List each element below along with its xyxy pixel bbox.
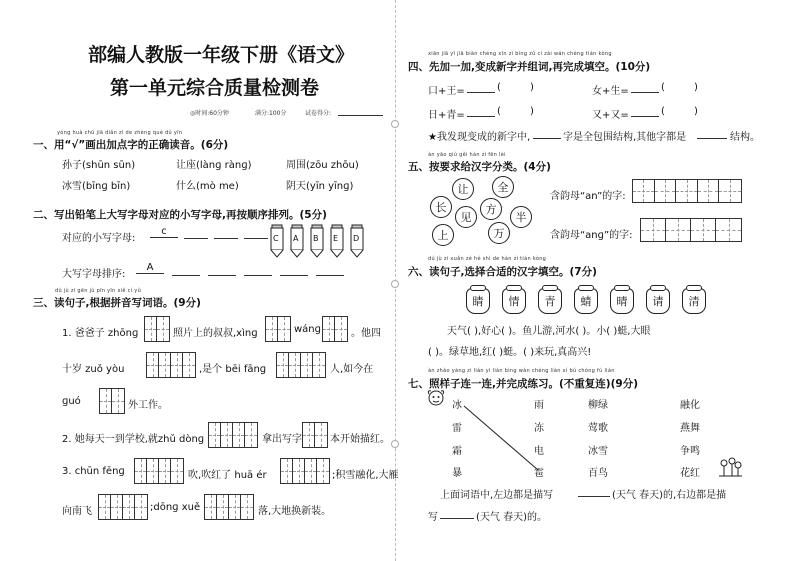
pencil-letter: E bbox=[333, 234, 339, 243]
score-blank[interactable] bbox=[338, 115, 383, 116]
q1-item[interactable]: 阴天(yīn yīnɡ) bbox=[286, 181, 354, 192]
q4-eq: 女+生= bbox=[592, 86, 629, 97]
char-jar: 蜻 bbox=[574, 288, 598, 314]
tianzige-box[interactable] bbox=[204, 494, 254, 520]
answer-blank[interactable] bbox=[440, 518, 474, 519]
char-jar: 晴 bbox=[610, 288, 634, 314]
q3-text: 外工作。 bbox=[128, 400, 168, 411]
q3-text: 向南飞 bbox=[62, 506, 92, 517]
tianzige-box[interactable] bbox=[208, 422, 258, 448]
q2-upper-first: A bbox=[136, 262, 164, 274]
pencil-letter: C bbox=[273, 234, 279, 243]
tianzige-box[interactable] bbox=[280, 458, 330, 484]
score-label: 试卷得分: bbox=[305, 110, 332, 117]
q4-paren: ( bbox=[661, 106, 665, 117]
q3-text: 十岁 zuǒ yòu bbox=[62, 364, 125, 375]
q3-pinyin: dú jù zi gēn jù pīn yīn xiě cí yǔ bbox=[55, 288, 142, 294]
exam-time: ◎时间:60分钟 bbox=[190, 110, 229, 117]
pencil-icon bbox=[270, 224, 284, 258]
q4-paren: ) bbox=[530, 82, 534, 93]
q1-item[interactable]: 让座(lànɡ rànɡ) bbox=[176, 160, 252, 171]
tianzige-box[interactable] bbox=[640, 218, 742, 242]
char-bubble: 让 bbox=[452, 178, 474, 200]
q4-paren: ) bbox=[530, 106, 534, 117]
char-bubble: 上 bbox=[432, 224, 454, 246]
q4-paren: ) bbox=[694, 82, 698, 93]
tianzige-box[interactable] bbox=[146, 352, 196, 378]
tianzige-box[interactable] bbox=[632, 179, 742, 203]
q7-col3-item[interactable]: 冰雪 bbox=[588, 446, 608, 457]
answer-blank[interactable] bbox=[244, 238, 268, 239]
answer-blank[interactable] bbox=[244, 275, 272, 276]
answer-blank[interactable] bbox=[578, 496, 610, 497]
q7-fill: 上面词语中,左边都是描写 bbox=[440, 490, 554, 501]
q7-col2-item[interactable]: 冻 bbox=[534, 423, 544, 434]
q4-eq: 口+王= bbox=[428, 86, 465, 97]
q5-pinyin: àn yāo qiú gěi hàn zì fēn lèi bbox=[428, 152, 506, 158]
q2-lower-first: c bbox=[150, 226, 178, 238]
q6-title: 六、读句子,选择合适的汉字填空。(7分) bbox=[408, 266, 597, 278]
q3-title: 三、读句子,根据拼音写词语。(9分) bbox=[33, 297, 201, 309]
q7-col1-item[interactable]: 暴 bbox=[452, 468, 462, 479]
binding-hole bbox=[391, 440, 399, 448]
answer-blank[interactable] bbox=[467, 92, 495, 93]
q7-col3-item[interactable]: 莺歌 bbox=[588, 423, 608, 434]
char-bubble: 长 bbox=[430, 196, 452, 218]
q3-text: 拿出写字 bbox=[262, 434, 302, 445]
q5-label-an: 含韵母“an”的字: bbox=[550, 191, 626, 202]
pencil-letter: D bbox=[353, 234, 360, 243]
char-jar: 清 bbox=[682, 288, 706, 314]
q6-pinyin: dú jù zi xuǎn zé hé shì de hàn zì tián kònɡ bbox=[428, 256, 547, 262]
q7-col1-item[interactable]: 雷 bbox=[452, 423, 462, 434]
char-bubble: 万 bbox=[488, 222, 510, 244]
q3-text: 照片上的叔叔,xìnɡ bbox=[173, 328, 258, 339]
q4-note: 结构。 bbox=[730, 132, 760, 143]
char-bubble: 方 bbox=[480, 198, 502, 220]
q1-item[interactable]: 孙子(shūn sūn) bbox=[62, 160, 136, 171]
q1-title: 一、用“√”画出加点字的正确读音。(6分) bbox=[33, 139, 229, 151]
exam-full-score: 满分:100分 bbox=[255, 110, 287, 117]
answer-blank[interactable] bbox=[214, 238, 238, 239]
q5-label-ang: 含韵母“anɡ”的字: bbox=[550, 230, 633, 241]
q3-text: 人,如今在 bbox=[330, 364, 374, 375]
q1-item[interactable]: 冰雪(bīnɡ bīn) bbox=[62, 181, 131, 192]
pencil-icon bbox=[310, 224, 324, 258]
q4-paren: ) bbox=[694, 106, 698, 117]
tianzige-box[interactable] bbox=[276, 352, 326, 378]
char-jar: 青 bbox=[538, 288, 562, 314]
q6-sentence: 天气( ),好心( )。鱼儿游,河水( )。小( )蜓,大眼 bbox=[447, 326, 651, 337]
q4-note: 字是全包围结构,其他字都是 bbox=[563, 132, 687, 143]
answer-blank[interactable] bbox=[697, 138, 727, 139]
girl-illustration-icon bbox=[424, 388, 450, 412]
q3-text: ;dōnɡ xuě bbox=[150, 502, 201, 513]
char-bubble: 见 bbox=[455, 206, 477, 228]
q7-pinyin: àn zhào yànɡ zi lián yi lián bìnɡ wán chénɡ liàn xí bú chónɡ fù lián bbox=[428, 368, 615, 374]
char-bubble: 全 bbox=[492, 176, 514, 198]
answer-blank[interactable] bbox=[533, 138, 561, 139]
q7-col4-item[interactable]: 争鸣 bbox=[680, 446, 700, 457]
q4-paren: ( bbox=[497, 106, 501, 117]
q3-text: ɡuó bbox=[62, 396, 81, 407]
q3-text: 2. 她每天一到学校,就zhǔ dònɡ bbox=[62, 434, 205, 445]
q7-col4-item[interactable]: 花红 bbox=[680, 468, 700, 479]
q7-title: 七、照样子连一连,并完成练习。(不重复连)(9分) bbox=[408, 378, 638, 390]
binding-hole bbox=[391, 280, 399, 288]
binding-hole bbox=[391, 120, 399, 128]
q3-text: wánɡ bbox=[294, 324, 321, 335]
q7-col3-item[interactable]: 柳绿 bbox=[588, 400, 608, 411]
q7-col1-item[interactable]: 霜 bbox=[452, 446, 462, 457]
q7-col2-item[interactable]: 雨 bbox=[534, 400, 544, 411]
answer-blank[interactable] bbox=[631, 116, 659, 117]
tianzige-box[interactable] bbox=[99, 388, 125, 414]
q7-col3-item[interactable]: 百鸟 bbox=[588, 468, 608, 479]
q2-upper-label: 大写字母排序: bbox=[62, 269, 126, 280]
q3-text: 落,大地换新装。 bbox=[258, 506, 332, 517]
pencil-icon bbox=[290, 224, 304, 258]
q7-col2-item[interactable]: 雹 bbox=[534, 468, 544, 479]
tianzige-box[interactable] bbox=[98, 494, 148, 520]
q4-title: 四、先加一加,变成新字并组词,再完成填空。(10分) bbox=[408, 61, 651, 73]
q6-sentence: ( )。绿草地,红( )蜓。( )来玩,真高兴! bbox=[428, 347, 592, 358]
q3-text: 1. 爸爸子 zhōnɡ bbox=[62, 328, 139, 339]
q1-item[interactable]: 什么(mò me) bbox=[176, 181, 239, 192]
char-jar: 请 bbox=[646, 288, 670, 314]
answer-blank[interactable] bbox=[631, 92, 659, 93]
char-jar: 睛 bbox=[466, 288, 490, 314]
tianzige-box[interactable] bbox=[144, 316, 170, 342]
q7-col1-item[interactable]: 冰 bbox=[452, 400, 462, 411]
answer-blank[interactable] bbox=[172, 275, 200, 276]
q3-text: 吹,吹红了 huā ér bbox=[188, 470, 267, 481]
q3-text: 本开始描红。 bbox=[330, 434, 390, 445]
pencil-letter: B bbox=[313, 234, 319, 243]
answer-blank[interactable] bbox=[316, 275, 344, 276]
q7-fill: 写 bbox=[428, 512, 438, 523]
tianzige-box[interactable] bbox=[302, 422, 328, 448]
pencil-icon bbox=[330, 224, 344, 258]
q1-pinyin: yòng huà chū jiā diǎn zì de zhèng què dú yīn bbox=[57, 130, 183, 136]
q4-pinyin: xiān jiā yī jiā biàn chénɡ xīn zì bìnɡ zǔ cí zài wán chénɡ tián kònɡ bbox=[428, 51, 612, 57]
q5-title: 五、按要求给汉字分类。(4分) bbox=[408, 161, 551, 173]
q7-col4-item[interactable]: 燕舞 bbox=[680, 423, 700, 434]
q7-fill: (天气 春天)的。 bbox=[476, 512, 547, 523]
q4-note: ★我发现变成的新字中, bbox=[428, 132, 531, 143]
pencil-letter: A bbox=[293, 234, 299, 243]
answer-blank[interactable] bbox=[467, 116, 495, 117]
answer-blank[interactable] bbox=[184, 238, 208, 239]
tianzige-box[interactable] bbox=[322, 316, 348, 342]
q7-col4-item[interactable]: 融化 bbox=[680, 400, 700, 411]
q3-text: ,是个 bēi fānɡ bbox=[199, 364, 267, 375]
q2-title: 二、写出铅笔上大写字母对应的小写字母,再按顺序排列。(5分) bbox=[33, 209, 327, 221]
q7-col2-item[interactable]: 电 bbox=[534, 446, 544, 457]
example-connect-line bbox=[456, 404, 546, 474]
q4-eq: 日+青= bbox=[428, 110, 465, 121]
q3-text: 。他四 bbox=[351, 328, 381, 339]
q4-eq: 又+又= bbox=[592, 110, 629, 121]
q1-item[interactable]: 周围(zōu zhōu) bbox=[286, 160, 359, 171]
answer-blank[interactable] bbox=[280, 275, 308, 276]
pencils-illustration bbox=[268, 222, 378, 260]
q3-text: 3. chūn fēnɡ bbox=[62, 466, 125, 477]
char-jar: 情 bbox=[502, 288, 526, 314]
exam-subtitle: 第一单元综合质量检测卷 bbox=[110, 77, 320, 99]
flower-illustration-icon bbox=[716, 456, 744, 478]
q4-paren: ( bbox=[661, 82, 665, 93]
pencil-icon bbox=[350, 224, 364, 258]
q7-fill: (天气 春天)的,右边都是描 bbox=[612, 490, 727, 501]
q2-lower-label: 对应的小写字母: bbox=[62, 233, 136, 244]
q3-text: ;积雪融化,大雁 bbox=[332, 470, 399, 481]
char-bubble: 半 bbox=[510, 206, 532, 228]
answer-blank[interactable] bbox=[208, 275, 236, 276]
tianzige-box[interactable] bbox=[265, 316, 291, 342]
q4-paren: ( bbox=[497, 82, 501, 93]
exam-title: 部编人教版一年级下册《语文》 bbox=[88, 44, 355, 66]
tianzige-box[interactable] bbox=[134, 458, 184, 484]
